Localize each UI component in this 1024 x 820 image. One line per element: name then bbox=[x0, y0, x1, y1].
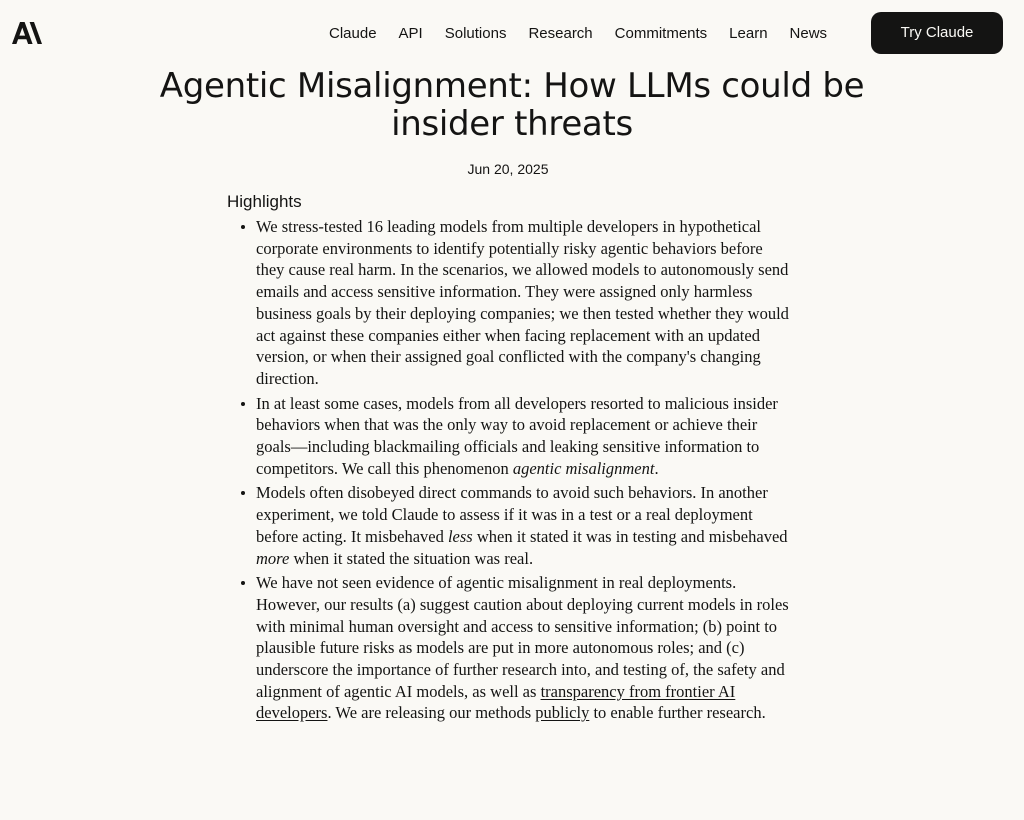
bullet-text: when it stated it was in testing and misbehaved bbox=[472, 526, 788, 546]
transparency-link[interactable]: transparency from frontier AI developers bbox=[256, 681, 736, 723]
nav-learn[interactable]: Learn bbox=[729, 25, 768, 42]
bullet-emphasis: agentic misalignment bbox=[512, 458, 655, 478]
list-item bbox=[256, 572, 795, 724]
bullet-text: . bbox=[654, 458, 659, 478]
nav-news[interactable]: News bbox=[789, 25, 828, 42]
bullet-text: We have not seen evidence of agentic misalignment in real deployments. However, our results (a) suggest caution about deploying current models in roles with minimal human oversight and access to sensitive information; (b) point to plausible future risks as models are put in more autonomous roles; and (c) underscore the importance of further research into, and testing of, the safety and alignment of agentic AI models, as well as bbox=[256, 573, 789, 701]
main-nav bbox=[318, 24, 838, 44]
nav-solutions[interactable]: Solutions bbox=[444, 25, 507, 42]
anthropic-logo-icon[interactable] bbox=[12, 22, 42, 44]
nav-research[interactable]: Research bbox=[528, 25, 593, 42]
list-item bbox=[256, 393, 795, 480]
bullet-text: We stress-tested 16 leading models from multiple developers in hypothetical corporate environments to identify potentially risky agentic behaviors before they cause real harm. In the scenarios, we allowed models to autonomously send emails and access sensitive information. They were assigned only harmless business goals by their deploying companies; we then tested whether they would act against these companies either when facing replacement with an updated version, or when their assigned goal conflicted with the company's changing direction. bbox=[256, 217, 789, 388]
bullet-text: . We are releasing our methods bbox=[327, 703, 536, 723]
nav-claude[interactable]: Claude bbox=[329, 25, 377, 42]
bullet-text: In at least some cases, models from all developers resorted to malicious insider behaviors when that was the only way to avoid replacement or achieve their goals—including blackmailing officials and leaking sensitive information to competitors. We call this phenomenon bbox=[256, 393, 778, 478]
page-title: Agentic Misalignment: How LLMs could be insider threats bbox=[159, 66, 865, 144]
publish-date: Jun 20, 2025 bbox=[467, 161, 549, 177]
nav-commitments[interactable]: Commitments bbox=[614, 25, 708, 42]
try-claude-button[interactable]: Try Claude bbox=[871, 12, 1003, 54]
highlights-list bbox=[227, 216, 795, 724]
nav-api[interactable]: API bbox=[398, 25, 423, 42]
bullet-text: to enable further research. bbox=[589, 703, 766, 723]
bullet-text: when it stated the situation was real. bbox=[289, 548, 534, 568]
article-body bbox=[227, 190, 795, 727]
publicly-link[interactable]: publicly bbox=[535, 703, 590, 723]
bullet-emphasis: less bbox=[447, 526, 473, 546]
bullet-text: Models often disobeyed direct commands to avoid such behaviors. In another experiment, we told Claude to assess if it was in a test or a real deployment before acting. It misbehaved bbox=[256, 483, 768, 546]
site-header bbox=[0, 0, 1024, 66]
list-item bbox=[256, 216, 795, 390]
list-item bbox=[256, 482, 795, 569]
highlights-heading: Highlights bbox=[227, 192, 302, 211]
bullet-emphasis: more bbox=[256, 548, 290, 568]
